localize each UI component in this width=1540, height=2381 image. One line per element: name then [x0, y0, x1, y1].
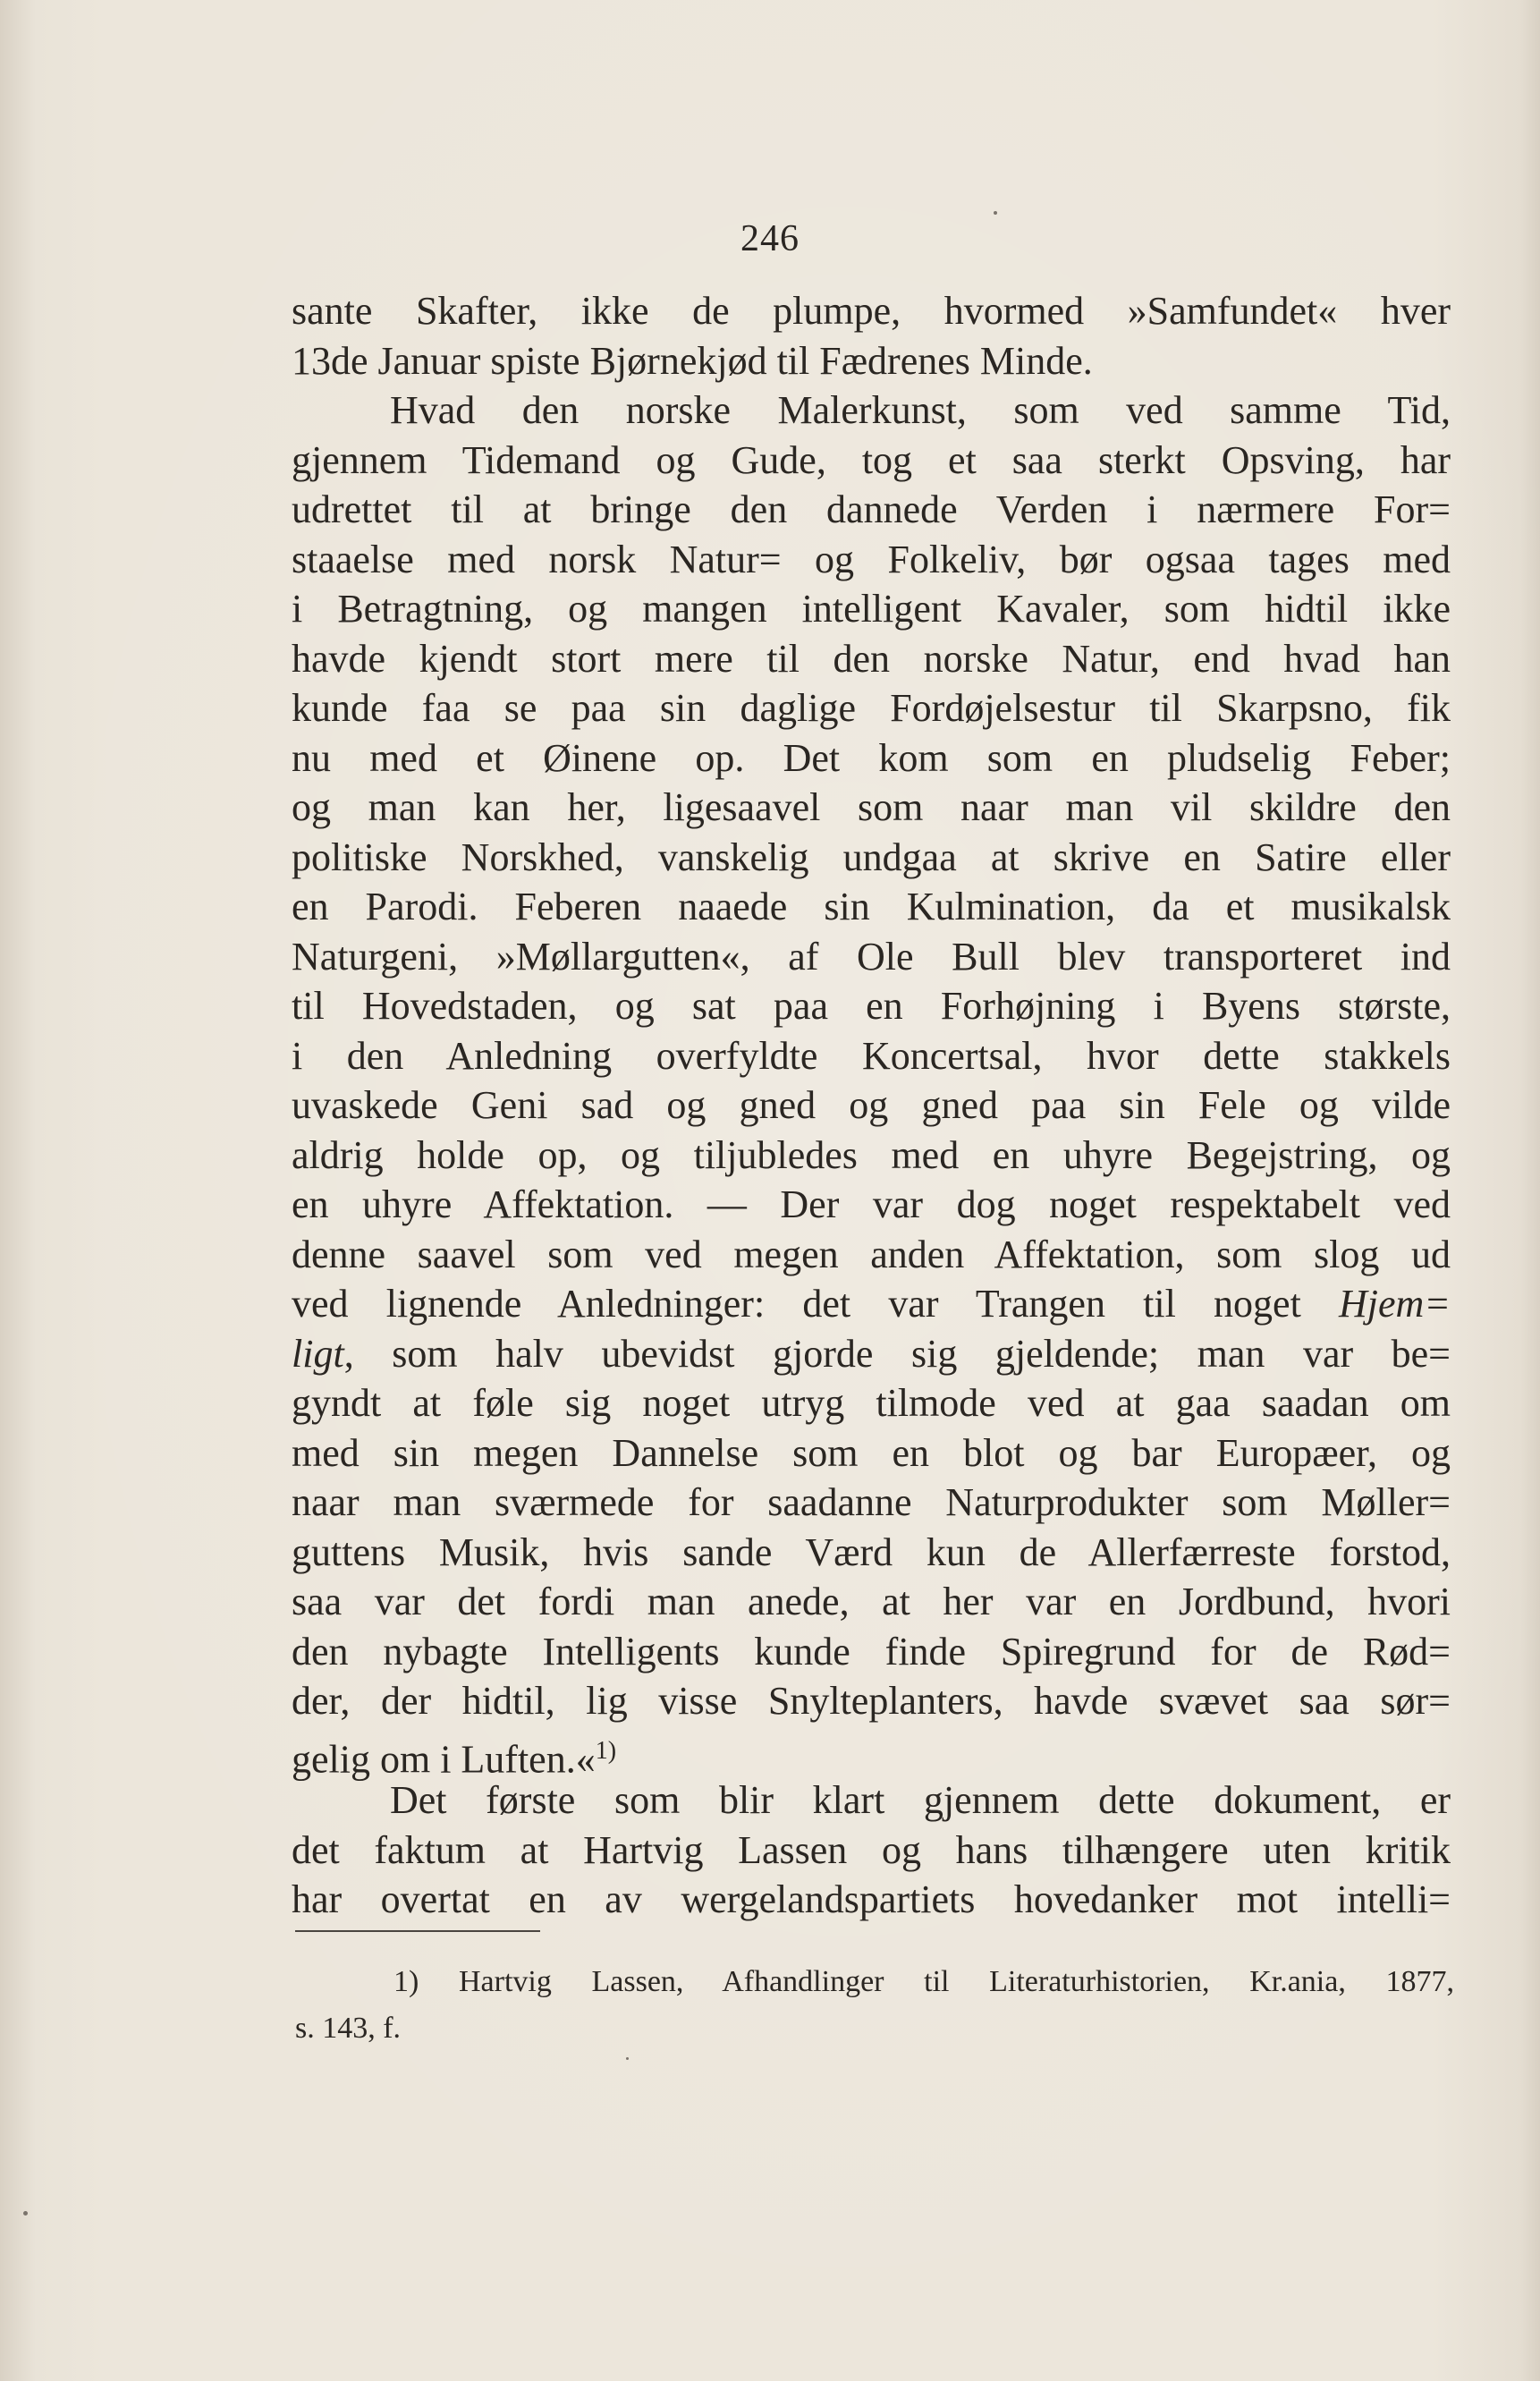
body-text [292, 286, 1451, 1925]
text-line: gjennem Tidemand og Gude, tog et saa sterkt Opsving, har [292, 437, 1451, 482]
text-line: sante Skafter, ikke de plumpe, hvormed »Samfundet« hver [292, 289, 1451, 333]
paper-speck [994, 211, 997, 215]
footnote-line: s. 143, f. [295, 2012, 402, 2045]
text-line: gyndt at føle sig noget utryg tilmode ved at gaa saadan om [292, 1381, 1451, 1425]
text-line: Naturgeni, »Møllargutten«, af Ole Bull blev transporteret ind [292, 934, 1451, 979]
footnote-marker: 1) [393, 1965, 419, 1998]
text-line: til Hovedstaden, og sat paa en Forhøjning i Byens største, [292, 984, 1451, 1028]
footnote-line [295, 1959, 1454, 2005]
text-line: og man kan her, ligesaavel som naar man vil skildre den [292, 785, 1451, 829]
text-line: uvaskede Geni sad og gned og gned paa sin Fele og vilde [292, 1083, 1451, 1127]
text-line: denne saavel som ved megen anden Affektation, som slog ud [292, 1232, 1451, 1276]
text-line: 13de Januar spiste Bjørnekjød til Fædrenes Minde. [292, 338, 1093, 383]
text-line: aldrig holde op, og tiljubledes med en uhyre Begejstring, og [292, 1132, 1451, 1177]
footnote [295, 1959, 1454, 2052]
text-line: den nybagte Intelligents kunde finde Spiregrund for de Rød= [292, 1629, 1451, 1673]
text-line: Det første som blir klart gjennem dette dokument, er [390, 1778, 1451, 1822]
text-line: havde kjendt stort mere til den norske Natur, end hvad han [292, 636, 1451, 681]
text-line: en uhyre Affektation. — Der var dog noget respektabelt ved [292, 1182, 1451, 1226]
text-line-with-italic [292, 1329, 1451, 1379]
text-line: med sin megen Dannelse som en blot og bar Europæer, og [292, 1430, 1451, 1475]
text-line: nu med et Øinene op. Det kom som en pludselig Feber; [292, 735, 1451, 780]
line-text: , som halv ubevidst gjorde sig gjeldende; man var be= [343, 1331, 1451, 1376]
text-line: der, der hidtil, lig visse Snylteplanters, havde svævet saa sør= [292, 1679, 1451, 1723]
line-text: gelig om i Luften.« [292, 1737, 596, 1782]
text-line: kunde faa se paa sin daglige Fordøjelsestur til Skarpsno, fik [292, 686, 1451, 730]
text-line: har overtat en av wergelandspartiets hovedanker mot intelli= [292, 1877, 1451, 1921]
line-text: ved lignende Anledninger: det var Trangen til noget [292, 1282, 1301, 1326]
text-line: guttens Musik, hvis sande Værd kun de Allerfærreste forstod, [292, 1529, 1451, 1574]
footnote-reference: 1) [595, 1736, 617, 1765]
footnote-text: Hartvig Lassen, Afhandlinger til Literaturhistorien, Kr.ania, 1877, [459, 1965, 1455, 1998]
italic-word: Hjem= [1339, 1282, 1451, 1326]
text-line-with-footnote-ref [292, 1726, 1451, 1782]
text-line: politiske Norskhed, vanskelig undgaa at skrive en Satire eller [292, 835, 1451, 879]
text-line: i den Anledning overfyldte Koncertsal, hvor dette stakkels [292, 1033, 1451, 1078]
italic-word: ligt [292, 1331, 344, 1376]
text-line: i Betragtning, og mangen intelligent Kavaler, som hidtil ikke [292, 587, 1451, 631]
page-number: 246 [740, 218, 800, 259]
text-line: naar man sværmede for saadanne Naturprodukter som Møller= [292, 1480, 1451, 1524]
text-line: en Parodi. Feberen naaede sin Kulmination, da et musikalsk [292, 885, 1451, 928]
text-line: det faktum at Hartvig Lassen og hans tilhængere uten kritik [292, 1827, 1451, 1872]
text-line: udrettet til at bringe den dannede Verden i nærmere For= [292, 487, 1451, 531]
text-line: saa var det fordi man anede, at her var en Jordbund, hvori [292, 1580, 1451, 1623]
text-line: Hvad den norske Malerkunst, som ved samme Tid, [390, 388, 1451, 432]
text-line: staaelse med norsk Natur= og Folkeliv, bør ogsaa tages med [292, 537, 1451, 581]
text-line-with-italic [292, 1279, 1451, 1329]
paper-speck [626, 2057, 629, 2060]
footnote-divider [295, 1930, 540, 1932]
paper-speck [23, 2211, 28, 2216]
